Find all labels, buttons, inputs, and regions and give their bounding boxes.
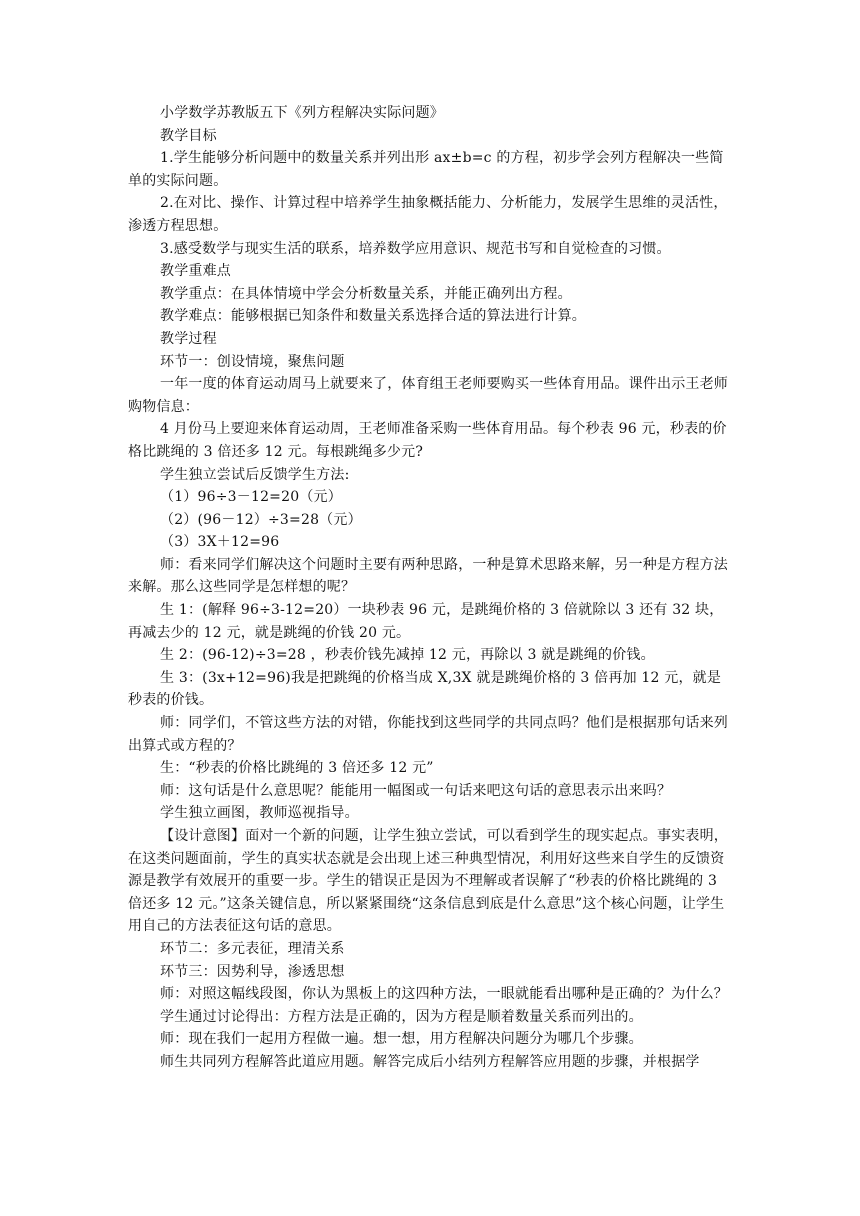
design-intent: 【设计意图】面对一个新的问题，让学生独立尝试，可以看到学生的现实起点。事实表明，在这类问题面前，学生的真实状态就是会出现上述三种典型情况，利用好这些来自学生的反馈资源是教学有效展开的重要一步。学生的错误正是因为不理解或者误解了“秒表的价格比跳绳的 3 倍还多 12 元。”这条关键信息，所以紧紧围绕“这条信息到底是什么意思”这个核心问题，让学生用自己的方法表征这句话的意思。 (128, 828, 728, 935)
student-answer: 生：“秒表的价格比跳绳的 3 倍还多 12 元” (160, 760, 434, 777)
teacher-remark-5: 师：现在我们一起用方程做一遍。想一想，用方程解决问题分为哪几个步骤。 (160, 1031, 643, 1048)
student-3: 生 3：(3x+12=96)我是把跳绳的价格当成 X,3X 就是跳绳价格的 3 倍再加 12 元，就是秒表的价钱。 (128, 669, 722, 709)
stage-2-heading: 环节二：多元表征，理清关系 (160, 940, 345, 957)
section-heading-process: 教学过程 (160, 330, 217, 347)
document-body (128, 102, 732, 1074)
objective-3: 3.感受数学与现实生活的联系，培养数学应用意识、规范书写和自觉检查的习惯。 (160, 240, 671, 257)
section-heading-key-points: 教学重难点 (160, 263, 231, 280)
difficult-point: 教学难点：能够根据已知条件和数量关系选择合适的算法进行计算。 (160, 308, 586, 325)
paragraph-intro: 一年一度的体育运动周马上就要来了，体育组王老师要购买一些体育用品。课件出示王老师购物信息： (128, 376, 728, 415)
objective-1: 1.学生能够分析问题中的数量关系并列出形 ax±b=c 的方程，初步学会列方程解决一些简单的实际问题。 (128, 150, 724, 189)
method-1: （1）96÷3－12=20（元） (160, 489, 342, 506)
student-1: 生 1：(解释 96÷3-12=20）一块秒表 96 元，是跳绳价格的 3 倍就除以 3 还有 32 块，再减去少的 12 元，就是跳绳的价钱 20 元。 (128, 602, 724, 641)
stage-3-heading: 环节三：因势利导，渗透思想 (160, 963, 345, 980)
discussion-conclusion: 学生通过讨论得出：方程方法是正确的，因为方程是顺着数量关系而列出的。 (160, 1008, 643, 1025)
section-heading-objectives: 教学目标 (160, 127, 217, 144)
teacher-remark-2: 师：同学们，不管这些方法的对错，你能找到这些同学的共同点吗？他们是根据那句话来列出算式或方程的？ (128, 715, 728, 754)
document-title: 小学数学苏教版五下《列方程解决实际问题》 (160, 105, 444, 121)
paragraph-feedback: 学生独立尝试后反馈学生方法: (160, 466, 350, 483)
teacher-remark-4: 师：对照这幅线段图，你认为黑板上的这四种方法，一眼就能看出哪种是正确的？为什么？ (160, 986, 728, 1003)
stage-1-heading: 环节一：创设情境，聚焦问题 (160, 353, 345, 370)
method-2: （2）(96－12）÷3=28（元） (160, 511, 362, 528)
paragraph-drawing: 学生独立画图，教师巡视指导。 (160, 805, 359, 822)
paragraph-problem: 4 月份马上要迎来体育运动周，王老师准备采购一些体育用品。每个秒表 96 元，秒表的价格比跳绳的 3 倍还多 12 元。每根跳绳多少元? (128, 421, 727, 460)
key-point: 教学重点：在具体情境中学会分析数量关系，并能正确列出方程。 (160, 285, 572, 302)
objective-2: 2.在对比、操作、计算过程中培养学生抽象概括能力、分析能力，发展学生思维的灵活性，渗透方程思想。 (128, 195, 728, 234)
method-3: （3）3X＋12=96 (160, 534, 280, 551)
paragraph-summary: 师生共同列方程解答此道应用题。解答完成后小结列方程解答应用题的步骤，并根据学 (160, 1053, 700, 1070)
teacher-remark-3: 师：这句话是什么意思呢？能能用一幅图或一句话来吧这句话的意思表示出来吗？ (160, 782, 672, 799)
teacher-remark-1: 师：看来同学们解决这个问题时主要有两种思路，一种是算术思路来解，另一种是方程方法来解。那么这些同学是怎样想的呢？ (128, 556, 728, 596)
student-2: 生 2：(96-12)÷3=28 ，秒表价钱先减掉 12 元，再除以 3 就是跳绳的价钱。 (160, 647, 655, 664)
